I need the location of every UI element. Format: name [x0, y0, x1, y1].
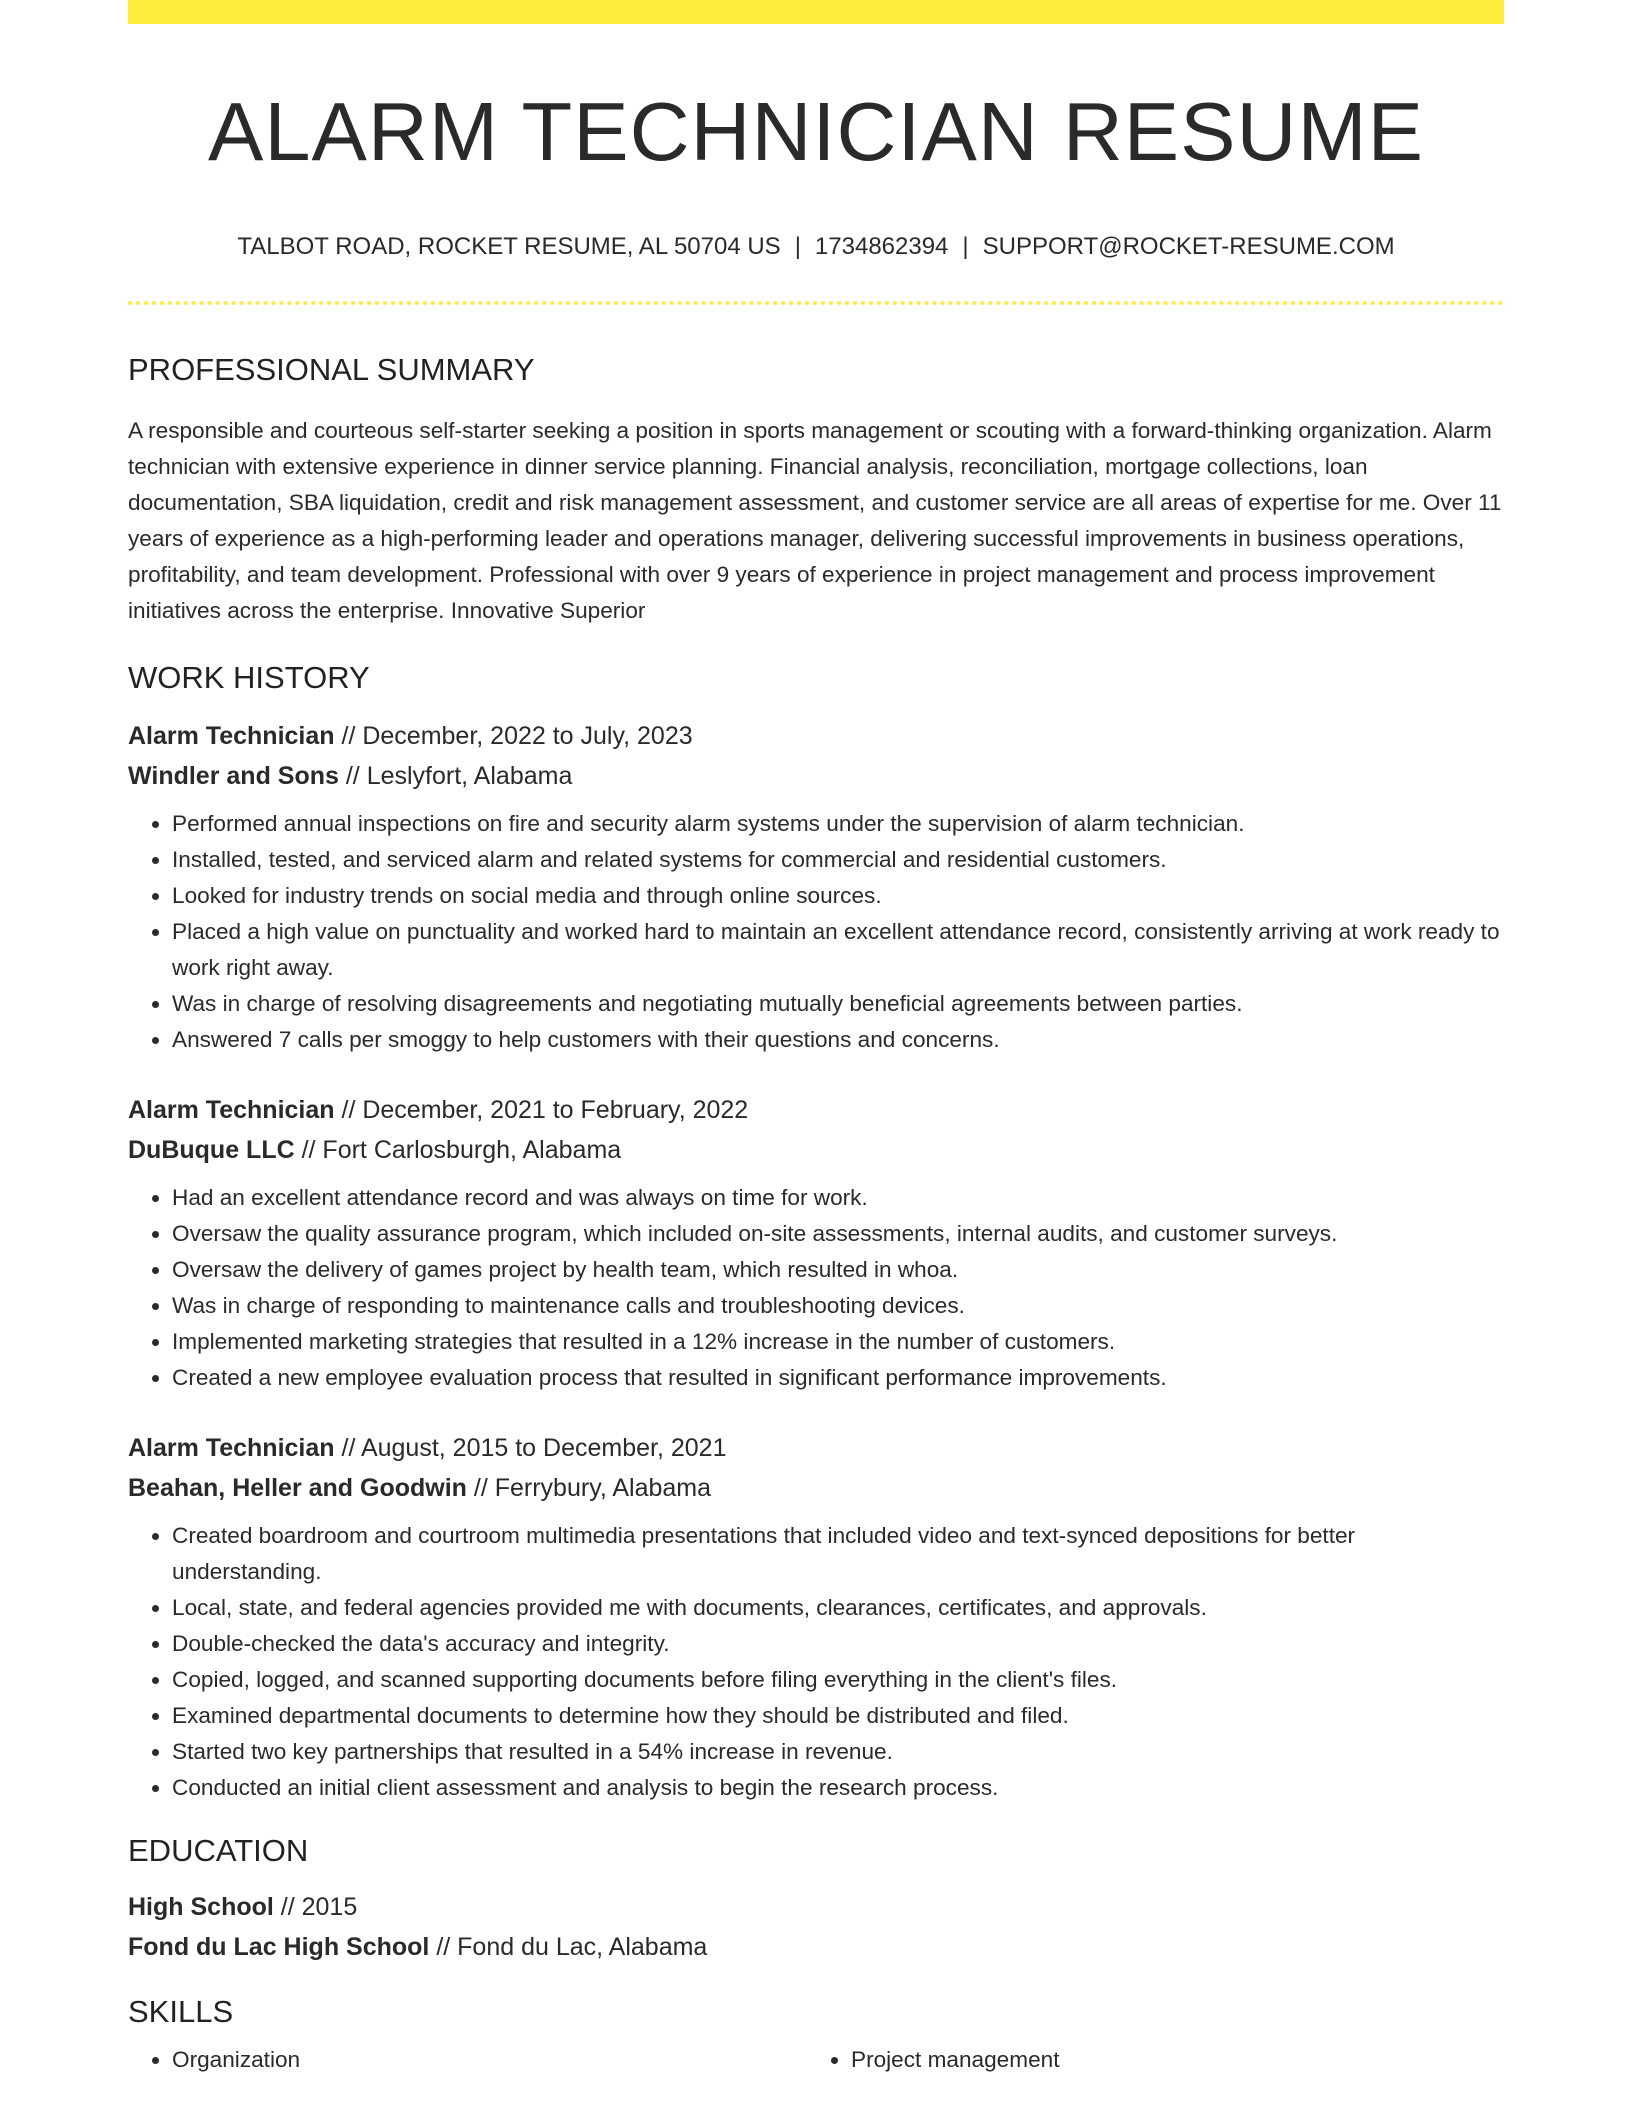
skills-heading: SKILLS	[128, 1994, 234, 2029]
company-name: Windler and Sons	[128, 761, 339, 790]
job-title: Alarm Technician	[128, 721, 335, 750]
job-entry	[128, 1428, 1504, 1806]
company-name: DuBuque LLC	[128, 1135, 295, 1164]
job-bullets	[128, 1518, 1504, 1806]
job-dates: // August, 2015 to December, 2021	[334, 1433, 727, 1462]
education-entry	[128, 1887, 1504, 1967]
work-history-section	[128, 659, 1504, 1806]
job-bullet: • Placed a high value on punctuality and worked hard to maintain an excellent attendance record, consistently arriving at work ready to work right away.	[172, 914, 1504, 986]
skills-column-right	[807, 2042, 1486, 2078]
job-entry	[128, 716, 1504, 1058]
graduation-year: // 2015	[273, 1893, 358, 1921]
job-entry	[128, 1090, 1504, 1396]
degree-name: High School	[128, 1893, 274, 1921]
job-title-line	[128, 1090, 1504, 1130]
job-bullet: • Oversaw the quality assurance program, which included on-site assessments, internal audits, and customer surveys.	[172, 1216, 1504, 1252]
summary-text: A responsible and courteous self-starter seeking a position in sports management or scouting with a forward-thinking organization. Alarm technician with extensive experience in dinner service planning. Financial analysis, reconciliation, mortgage collections, loan documentation, SBA liquidation, credit and risk management assessment, and customer service are all areas of expertise for me. Over 11 years of experience as a high-performing leader and operations manager, delivering successful improvements in business operations, profitability, and team development. Professional with over 9 years of experience in project management and process improvement initiatives across the enterprise. Innovative Superior	[128, 417, 1502, 623]
job-bullets	[128, 1180, 1504, 1396]
job-bullet: • Installed, tested, and serviced alarm and related systems for commercial and residential customers.	[172, 842, 1504, 878]
education-heading: EDUCATION	[128, 1832, 309, 1868]
job-bullet: • Local, state, and federal agencies provided me with documents, clearances, certificates, and approvals.	[172, 1590, 1504, 1626]
degree-line	[128, 1887, 1504, 1927]
job-dates: // December, 2021 to February, 2022	[334, 1095, 749, 1124]
job-bullet: • Examined departmental documents to determine how they should be distributed and filed.	[172, 1698, 1504, 1734]
job-title: Alarm Technician	[128, 1433, 335, 1462]
job-title: Alarm Technician	[128, 1095, 335, 1124]
school-name: Fond du Lac High School	[128, 1933, 430, 1961]
job-dates: // December, 2022 to July, 2023	[334, 721, 693, 750]
job-bullet: • Created a new employee evaluation process that resulted in significant performance improvements.	[172, 1360, 1504, 1396]
job-bullet: • Was in charge of responding to maintenance calls and troubleshooting devices.	[172, 1288, 1504, 1324]
summary-heading: PROFESSIONAL SUMMARY	[128, 352, 535, 388]
job-bullet: • Oversaw the delivery of games project by health team, which resulted in whoa.	[172, 1252, 1504, 1288]
school-location: // Fond du Lac, Alabama	[429, 1933, 708, 1961]
job-title-line	[128, 1428, 1504, 1468]
job-bullet: • Copied, logged, and scanned supporting documents before filing everything in the client's files.	[172, 1662, 1504, 1698]
company-line	[128, 1130, 1504, 1170]
education-section	[128, 1832, 1504, 1967]
job-title-line	[128, 716, 1504, 756]
company-location: // Fort Carlosburgh, Alabama	[294, 1135, 622, 1164]
job-bullet: • Was in charge of resolving disagreements and negotiating mutually beneficial agreements between parties.	[172, 986, 1504, 1022]
work-history-heading: WORK HISTORY	[128, 659, 370, 695]
contact-separator: |	[962, 233, 969, 261]
skill-item: • Project management	[851, 2042, 1486, 2078]
job-bullet: • Had an excellent attendance record and was always on time for work.	[172, 1180, 1504, 1216]
job-bullet: • Double-checked the data's accuracy and integrity.	[172, 1626, 1504, 1662]
job-bullet: • Started two key partnerships that resulted in a 54% increase in revenue.	[172, 1734, 1504, 1770]
company-name: Beahan, Heller and Goodwin	[128, 1473, 467, 1502]
accent-bar	[128, 0, 1504, 24]
company-line	[128, 1468, 1504, 1508]
job-bullet: • Conducted an initial client assessment and analysis to begin the research process.	[172, 1770, 1504, 1806]
skill-item: • Organization	[172, 2042, 807, 2078]
skills-grid	[128, 2042, 1504, 2078]
contact-separator: |	[794, 233, 801, 261]
dotted-divider	[128, 301, 1504, 305]
email-text: SUPPORT@ROCKET-RESUME.COM	[982, 233, 1395, 261]
phone-text: 1734862394	[814, 233, 949, 261]
job-bullet: • Looked for industry trends on social media and through online sources.	[172, 878, 1504, 914]
company-line	[128, 756, 1504, 796]
job-bullet: • Implemented marketing strategies that resulted in a 12% increase in the number of customers.	[172, 1324, 1504, 1360]
job-bullet: • Created boardroom and courtroom multimedia presentations that included video and text-synced depositions for better understanding.	[172, 1518, 1504, 1590]
summary-section	[128, 351, 1504, 628]
company-location: // Leslyfort, Alabama	[338, 761, 573, 790]
skills-column-left	[128, 2042, 807, 2078]
job-bullet: • Answered 7 calls per smoggy to help customers with their questions and concerns.	[172, 1022, 1504, 1058]
school-line	[128, 1927, 1504, 1967]
resume-page	[128, 0, 1504, 2078]
job-bullet: • Performed annual inspections on fire and security alarm systems under the supervision of alarm technician.	[172, 806, 1504, 842]
job-bullets	[128, 806, 1504, 1058]
address-text: TALBOT ROAD, ROCKET RESUME, AL 50704 US	[237, 233, 781, 261]
contact-line	[128, 233, 1504, 261]
resume-title: ALARM TECHNICIAN RESUME	[208, 85, 1424, 178]
skills-section	[128, 1993, 1504, 2078]
company-location: // Ferrybury, Alabama	[466, 1473, 712, 1502]
